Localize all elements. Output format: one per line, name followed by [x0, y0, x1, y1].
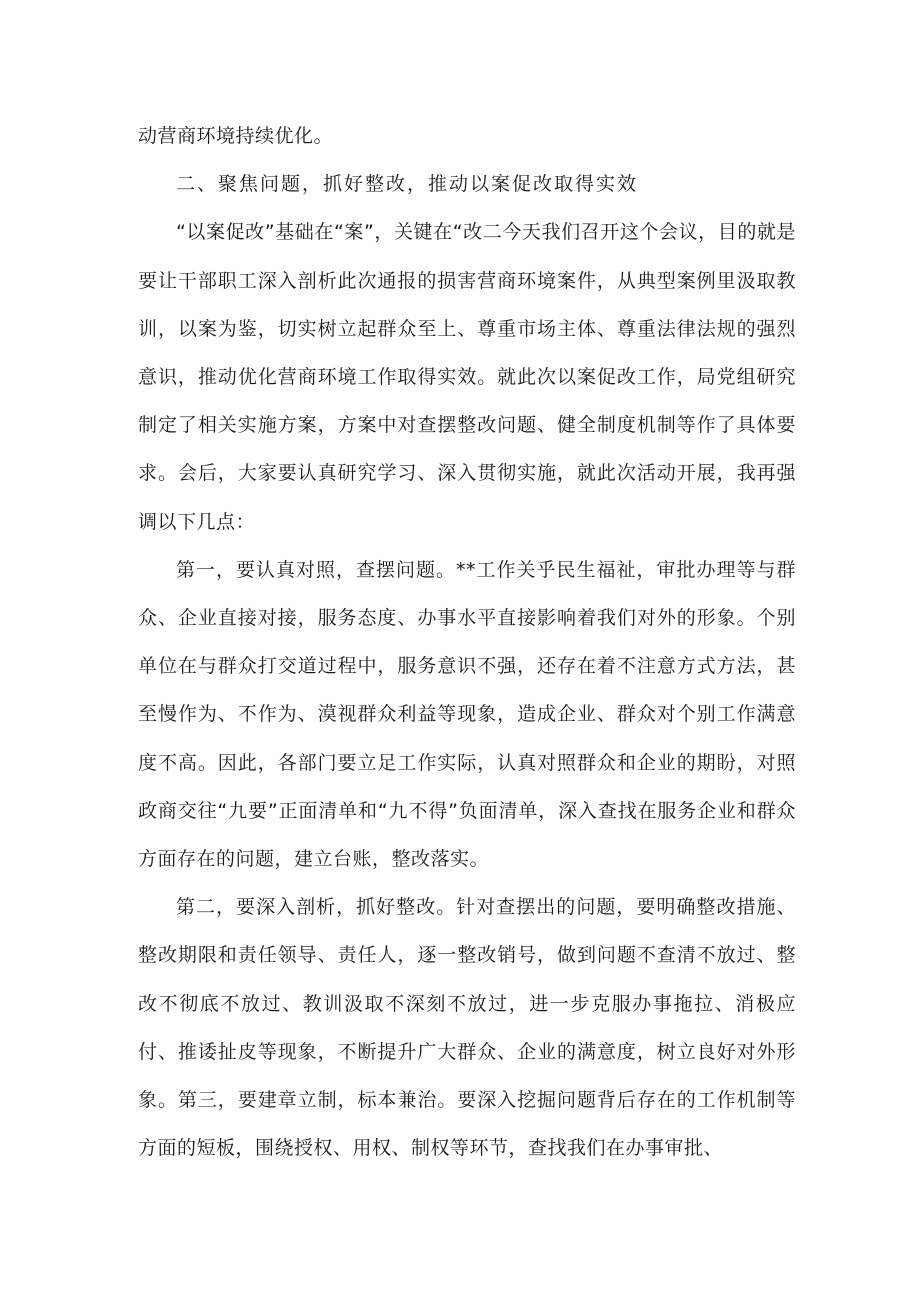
paragraph-intro: “以案促改”基础在“案”，关键在“改二今天我们召开这个会议，目的就是要让干部职工深入剖析此次通报的损害营商环境案件，从典型案例里汲取教训，以案为鉴，切实树立起群众至上、尊重市场主体、尊重法律法规的强烈意识，推动优化营商环境工作取得实效。就此次以案促改工作，局党组研究制定了相关实施方案，方案中对查摆整改问题、健全制度机制等作了具体要求。会后，大家要认真研究学习、深入贯彻实施，就此次活动开展，我再强调以下几点： — [138, 221, 796, 533]
section-heading: 二、聚焦问题，抓好整改，推动以案促改取得实效 — [176, 173, 639, 196]
paragraph-point-two: 第二，要深入剖析，抓好整改。针对查摆出的问题，要明确整改措施、整改期限和责任领导、责任人，逐一整改销号，做到问题不查清不放过、整改不彻底不放过、教训汲取不深刻不放过，进一步克服办事拖拉、消极应付、推诿扯皮等现象，不断提升广大群众、企业的满意度，树立良好对外形象。第三，要建章立制，标本兼治。要深入挖掘问题背后存在的工作机制等方面的短板，围绕授权、用权、制权等环节，查找我们在办事审批、 — [138, 896, 796, 1160]
paragraph-continuation: 动营商环境持续优化。 — [138, 125, 334, 147]
paragraph-point-one: 第一，要认真对照，查摆问题。**工作关乎民生福祉，审批办理等与群众、企业直接对接，服务态度、办事水平直接影响着我们对外的形象。个别单位在与群众打交道过程中，服务意识不强，还存在着不注意方式方法，甚至慢作为、不作为、漠视群众利益等现象，造成企业、群众对个别工作满意度不高。因此，各部门要立足工作实际，认真对照群众和企业的期盼，对照政商交往“九要”正面清单和“九不得”负面清单，深入查找在服务企业和群众方面存在的问题，建立台账，整改落实。 — [138, 558, 796, 871]
document-body — [138, 112, 796, 1172]
